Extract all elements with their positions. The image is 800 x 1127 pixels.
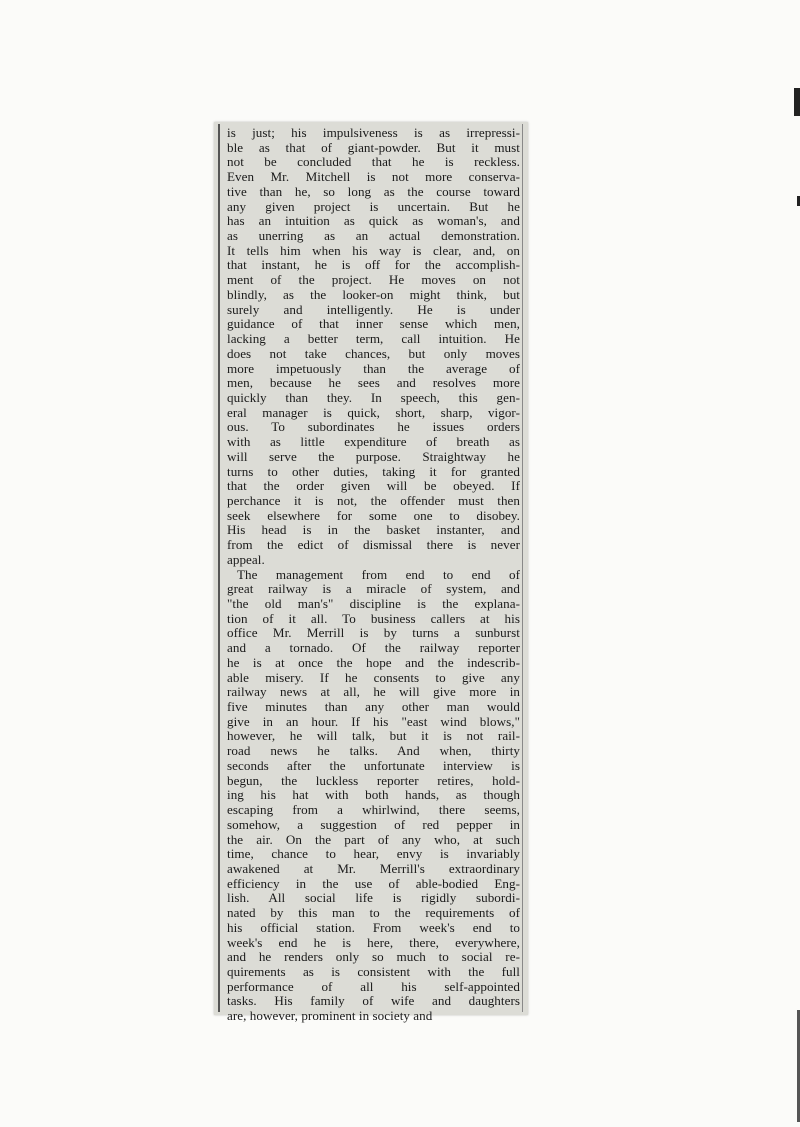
- article-line: ing his hat with both hands, as though: [227, 787, 520, 803]
- article-line: tive than he, so long as the course toward: [227, 183, 520, 199]
- article-line: he is at once the hope and the indescrib-: [227, 654, 520, 670]
- article-line: nated by this man to the requirements of: [227, 905, 520, 921]
- article-line: five minutes than any other man would: [227, 699, 520, 715]
- article-line: perchance it is not, the offender must then: [227, 492, 520, 508]
- article-line: surely and intelligently. He is under: [227, 301, 520, 317]
- scan-edge-mark: [794, 88, 800, 116]
- article-line: has an intuition as quick as woman's, and: [227, 213, 520, 229]
- article-line: guidance of that inner sense which men,: [227, 316, 520, 332]
- column-rule-right: [522, 124, 523, 1012]
- article-line: from the edict of dismissal there is never: [227, 537, 520, 553]
- article-line: time, chance to hear, envy is invariably: [227, 846, 520, 862]
- article-line: is just; his impulsiveness is as irrepressi-: [227, 125, 520, 140]
- article-line: blindly, as the looker-on might think, but: [227, 286, 520, 302]
- article-line: able misery. If he consents to give any: [227, 669, 520, 685]
- article-line: give in an hour. If his "east wind blows,": [227, 713, 520, 729]
- article-line: turns to other duties, taking it for granted: [227, 463, 520, 479]
- article-line: quirements as is consistent with the full: [227, 963, 520, 979]
- article-line: "the old man's" discipline is the explana-: [227, 596, 520, 611]
- article-line: performance of all his self-appointed: [227, 978, 520, 994]
- article-line: the air. On the part of any who, at such: [227, 831, 520, 847]
- article-line: tasks. His family of wife and daughters: [227, 993, 520, 1009]
- article-line: that the order given will be obeyed. If: [227, 478, 520, 494]
- article-line: any given project is uncertain. But he: [227, 198, 520, 214]
- article-line: It tells him when his way is clear, and, on: [227, 242, 520, 258]
- article-line: with as little expenditure of breath as: [227, 434, 520, 450]
- article-line: efficiency in the use of able-bodied Eng-: [227, 875, 520, 891]
- article-line: quickly than they. In speech, this gen-: [227, 389, 520, 405]
- article-column: [227, 125, 520, 1024]
- article-line: road news he talks. And when, thirty: [227, 743, 520, 759]
- article-line: ment of the project. He moves on not: [227, 272, 520, 288]
- article-line: as unerring as an actual demonstration.: [227, 228, 520, 244]
- article-line: are, however, prominent in society and: [227, 1008, 433, 1024]
- article-line: somehow, a suggestion of red pepper in: [227, 816, 520, 832]
- article-line: tion of it all. To business callers at his: [227, 610, 520, 626]
- article-line: that instant, he is off for the accomplish-: [227, 257, 520, 273]
- article-line: and a tornado. Of the railway reporter: [227, 640, 520, 656]
- article-line: begun, the luckless reporter retires, hold-: [227, 772, 520, 788]
- article-line: does not take chances, but only moves: [227, 345, 520, 361]
- article-line: escaping from a whirlwind, there seems,: [227, 802, 520, 818]
- article-line: men, because he sees and resolves more: [227, 375, 520, 391]
- article-line: seconds after the unfortunate interview is: [227, 757, 520, 773]
- article-line: Even Mr. Mitchell is not more conserva-: [227, 169, 520, 185]
- article-line: more impetuously than the average of: [227, 360, 520, 376]
- article-line: week's end he is here, there, everywhere,: [227, 934, 520, 950]
- article-line: lacking a better term, call intuition. He: [227, 331, 520, 347]
- article-line: his official station. From week's end to: [227, 919, 520, 935]
- article-line: The management from end to end of: [237, 566, 520, 582]
- article-line: awakened at Mr. Merrill's extraordinary: [227, 860, 520, 876]
- article-line: appeal.: [227, 551, 265, 567]
- article-line: railway news at all, he will give more in: [227, 684, 520, 700]
- column-rule-left: [218, 124, 220, 1012]
- article-line: however, he will talk, but it is not rail-: [227, 728, 520, 744]
- article-line: will serve the purpose. Straightway he: [227, 448, 520, 464]
- article-line: His head is in the basket instanter, and: [227, 522, 520, 538]
- article-line: great railway is a miracle of system, and: [227, 581, 520, 597]
- article-line: lish. All social life is rigidly subordi-: [227, 890, 520, 906]
- article-line: and he renders only so much to social re-: [227, 949, 520, 965]
- article-line: ble as that of giant-powder. But it must: [227, 139, 520, 155]
- article-line: eral manager is quick, short, sharp, vigor-: [227, 404, 520, 420]
- article-line: seek elsewhere for some one to disobey.: [227, 507, 520, 523]
- article-line: not be concluded that he is reckless.: [227, 154, 520, 170]
- article-line: ous. To subordinates he issues orders: [227, 419, 520, 435]
- article-line: office Mr. Merrill is by turns a sunburst: [227, 625, 520, 641]
